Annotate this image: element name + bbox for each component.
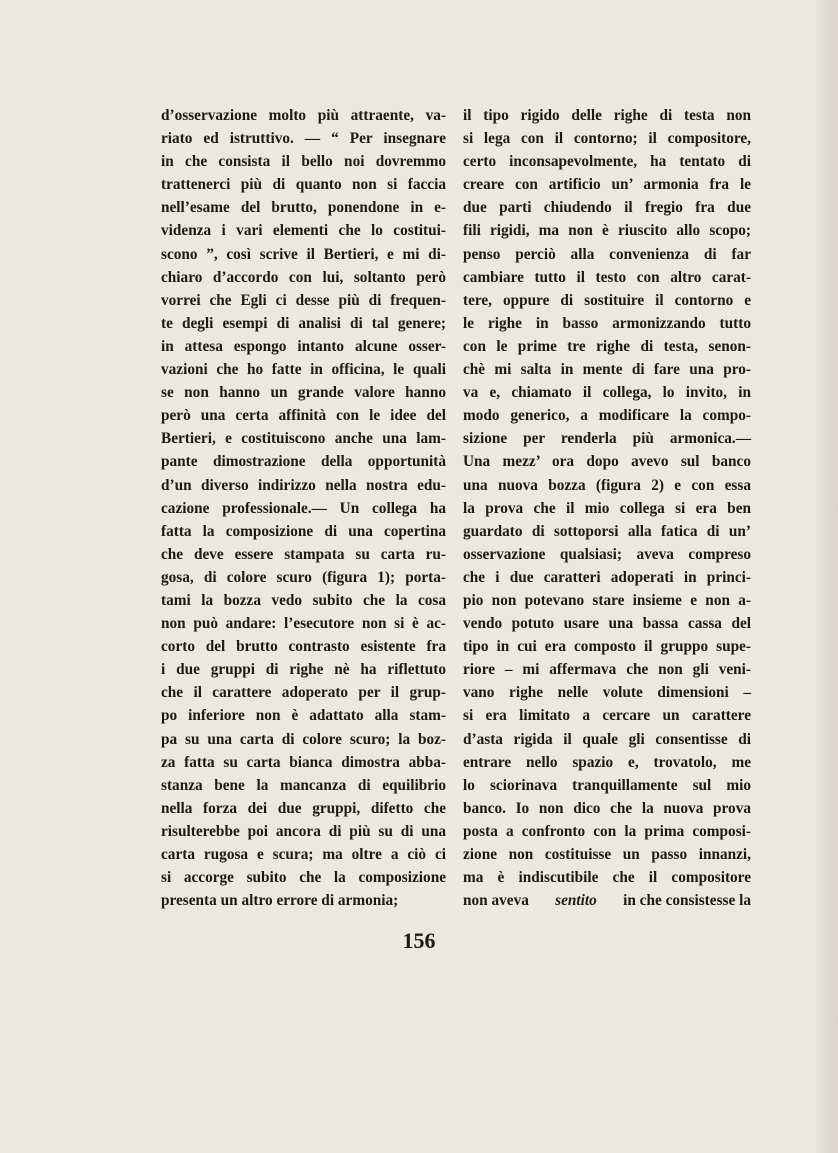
line-text-segment: in che consistesse la	[619, 892, 751, 910]
right-column-line: che i due caratteri adoperati in princi-	[463, 568, 751, 586]
right-column-line: il tipo rigido delle righe di testa non	[463, 107, 751, 124]
left-column-line: gosa, di colore scuro (figura 1); porta-	[161, 568, 446, 586]
left-column-line: se non hanno un grande valore hanno	[161, 384, 446, 402]
left-column-line: te degli esempi di analisi di tal genere;	[161, 314, 446, 332]
left-column-line: che il carattere adoperato per il grup-	[161, 684, 446, 702]
left-text-column	[161, 104, 446, 912]
left-column-line: nella forza dei due gruppi, difetto che	[161, 799, 446, 817]
left-column-line: videnza i vari elementi che lo costitui-	[161, 222, 446, 240]
left-column-line: i due gruppi di righe nè ha riflettuto	[161, 661, 446, 679]
right-column-line: lo sciorinava tranquillamente sul mio	[463, 776, 751, 794]
right-column-line: guardato di sottoporsi alla fatica di un’	[463, 522, 751, 540]
right-column-line: cambiare tutto il testo con altro carat-	[463, 268, 751, 286]
left-column-line: po inferiore non è adattato alla stam-	[161, 707, 446, 725]
right-column-line: banco. Io non dico che la nuova prova	[463, 799, 751, 817]
right-column-line: ma è indiscutibile che il compositore	[463, 869, 751, 887]
left-column-line: pante dimostrazione della opportunità	[161, 453, 446, 471]
right-column-line: due parti chiudendo il fregio fra due	[463, 199, 751, 217]
left-column-line: in che consista il bello noi dovremmo	[161, 153, 446, 171]
right-column-line: osservazione qualsiasi; aveva compreso	[463, 545, 751, 563]
right-column-line: creare con artificio un’ armonia fra le	[463, 176, 751, 194]
left-column-line: però una certa affinità con le idee del	[161, 407, 446, 425]
left-column-line: corto del brutto contrasto esistente fra	[161, 638, 446, 656]
left-column-line: d’un diverso indirizzo nella nostra edu-	[161, 476, 446, 494]
right-column-line	[463, 889, 751, 912]
right-text-column	[463, 104, 751, 912]
right-column-line: posta a confronto con la prima composi-	[463, 822, 751, 840]
left-column-line: risulterebbe poi ancora di più su di una	[161, 822, 446, 840]
left-column-line: stanza bene la mancanza di equilibrio	[161, 776, 446, 794]
right-column-line: la prova che il mio collega si era ben	[463, 499, 751, 517]
right-column-line: modo generico, a modificare la compo-	[463, 407, 751, 425]
line-text-segment: non aveva	[463, 892, 533, 910]
right-column-line: sizione per renderla più armonica.—	[463, 430, 751, 448]
right-column-line: entrare nello spazio e, trovatolo, me	[463, 753, 751, 771]
left-column-line: chiaro d’accordo con lui, soltanto però	[161, 268, 446, 286]
left-column-line: non può andare: l’esecutore non si è ac-	[161, 615, 446, 633]
page-edge	[816, 0, 838, 1153]
right-column-line: vano righe nelle volute dimensioni –	[463, 684, 751, 702]
left-column-line: vazioni che ho fatte in officina, le quali	[161, 361, 446, 379]
left-column-line: presenta un altro errore di armonia;	[161, 892, 399, 910]
left-column-line: cazione professionale.— Un collega ha	[161, 499, 446, 517]
left-column-line: riato ed istruttivo. — “ Per insegnare	[161, 130, 446, 148]
left-column-line: scono ”, così scrive il Bertieri, e mi di-	[161, 245, 446, 263]
left-column-line: trattenerci più di quanto non si faccia	[161, 176, 446, 194]
right-column-line: penso perciò alla convenienza di far	[463, 245, 751, 263]
right-column-line: tere, oppure di sostituire il contorno e	[463, 291, 751, 309]
left-column-line: che deve essere stampata su carta ru-	[161, 545, 446, 563]
left-column-line: d’osservazione molto più attraente, va-	[161, 107, 446, 124]
right-column-line: pio non potevano stare insieme e non a-	[463, 591, 751, 609]
right-column-line: le righe in basso armonizzando tutto	[463, 314, 751, 332]
left-column-line: vorrei che Egli ci desse più di frequen-	[161, 291, 446, 309]
page-number: 156	[402, 928, 436, 953]
right-column-line: certo inconsapevolmente, ha tentato di	[463, 153, 751, 171]
right-column-line: va e, chiamato il collega, lo invito, in	[463, 384, 751, 402]
right-column-line: si lega con il contorno; il compositore,	[463, 130, 751, 148]
right-column-line: fili rigidi, ma non è riuscito allo scopo;	[463, 222, 751, 240]
right-column-line: d’asta rigida il quale gli consentisse di	[463, 730, 751, 748]
right-column-line: una nuova bozza (figura 2) e con essa	[463, 476, 751, 494]
left-column-line: in attesa espongo intanto alcune osser-	[161, 337, 446, 355]
left-column-line: tami la bozza vedo subito che la cosa	[161, 591, 446, 609]
left-column-line: Bertieri, e costituiscono anche una lam-	[161, 430, 446, 448]
emphasized-word: sentito	[555, 892, 597, 910]
left-column-line: pa su una carta di colore scuro; la boz-	[161, 730, 446, 748]
left-column-line: carta rugosa e scura; ma oltre a ciò ci	[161, 846, 446, 863]
right-column-line: tipo in cui era composto il gruppo supe-	[463, 638, 751, 656]
right-column-line: Una mezz’ ora dopo avevo sul banco	[463, 453, 751, 471]
right-column-line: zione non costituisse un passo innanzi,	[463, 846, 751, 863]
left-column-line: fatta la composizione di una copertina	[161, 522, 446, 540]
left-column-line: za fatta su carta bianca dimostra abba-	[161, 753, 446, 771]
left-column-line: nell’esame del brutto, ponendone in e-	[161, 199, 446, 217]
right-column-line: riore – mi affermava che non gli veni-	[463, 661, 751, 679]
right-column-line: chè mi salta in mente di fare una pro-	[463, 361, 751, 379]
right-column-line: vendo potuto usare una bassa cassa del	[463, 615, 751, 633]
right-column-line: con le prime tre righe di testa, senon-	[463, 337, 751, 355]
left-column-line: si accorge subito che la composizione	[161, 869, 446, 887]
right-column-line: si era limitato a cercare un carattere	[463, 707, 751, 725]
